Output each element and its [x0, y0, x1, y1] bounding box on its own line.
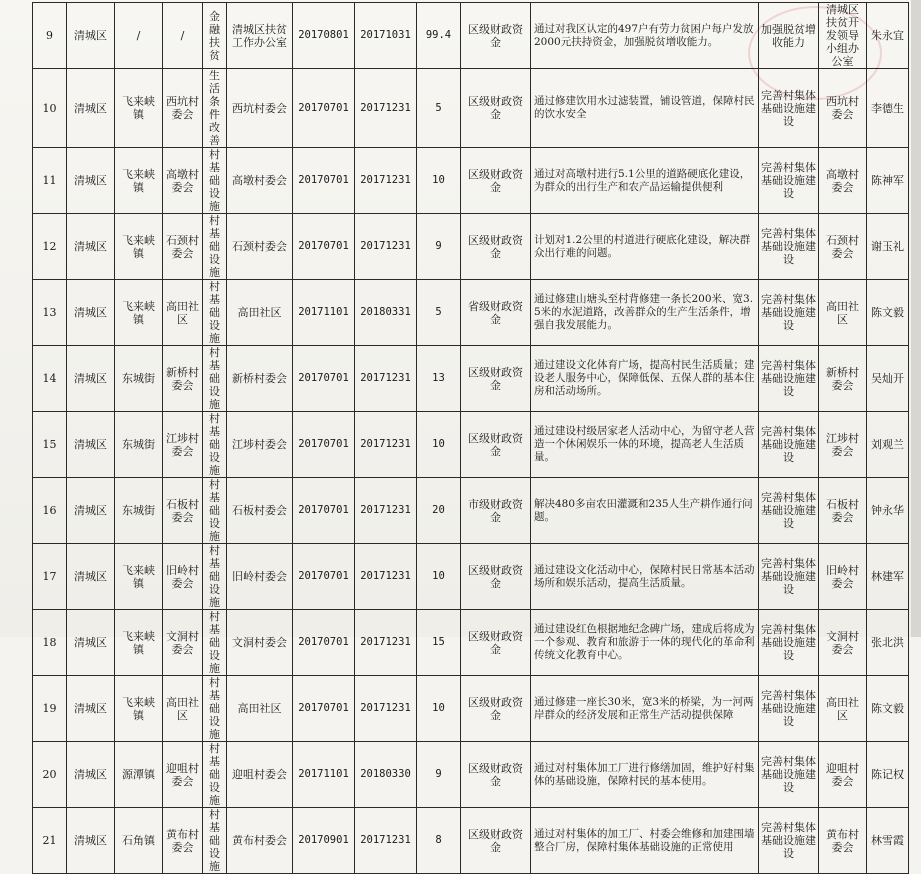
- cell-goal: 完善村集体基础设施建设: [759, 280, 819, 346]
- table-row: [33, 346, 909, 412]
- cell-contact: 吴灿开: [867, 346, 909, 412]
- cell-start-date: 20170901: [293, 808, 355, 874]
- cell-goal: 完善村集体基础设施建设: [759, 676, 819, 742]
- cell-description: 通过建设村级居家老人活动中心，为留守老人营造一个休闲娱乐一体的环境，提高老人生活质量。: [531, 412, 759, 478]
- cell-seq: 16: [33, 478, 67, 544]
- cell-seq: 19: [33, 676, 67, 742]
- cell-category: 金融扶贫: [203, 3, 227, 69]
- cell-amount: 10: [417, 148, 461, 214]
- cell-town: 石角镇: [115, 808, 163, 874]
- cell-town: 飞来峡镇: [115, 69, 163, 148]
- cell-unit: 清城区扶贫工作办公室: [227, 3, 293, 69]
- cell-contact: 钟永华: [867, 478, 909, 544]
- cell-town: 东城街: [115, 478, 163, 544]
- cell-goal: 完善村集体基础设施建设: [759, 412, 819, 478]
- table-row: [33, 214, 909, 280]
- cell-village: 黄布村委会: [163, 808, 203, 874]
- cell-responsible-org: 石颈村委会: [819, 214, 867, 280]
- cell-amount: 13: [417, 346, 461, 412]
- cell-description: 通过对村集体加工厂进行修缮加固，维护好村集体的基础设施，保障村民的基本使用。: [531, 742, 759, 808]
- table-row: [33, 544, 909, 610]
- table-row: [33, 676, 909, 742]
- cell-category: 村基础设施: [203, 214, 227, 280]
- cell-fund-source: 区级财政资金: [461, 412, 531, 478]
- cell-category: 村基础设施: [203, 610, 227, 676]
- cell-town: 东城街: [115, 412, 163, 478]
- cell-district: 清城区: [67, 676, 115, 742]
- cell-end-date: 20171231: [355, 610, 417, 676]
- cell-end-date: 20171231: [355, 214, 417, 280]
- cell-description: 通过建设红色根据地纪念碑广场，建成后将成为一个参观、教育和旅游于一体的现代化的革命利传统文化教育中心。: [531, 610, 759, 676]
- cell-village: 文洞村委会: [163, 610, 203, 676]
- cell-district: 清城区: [67, 412, 115, 478]
- cell-fund-source: 区级财政资金: [461, 148, 531, 214]
- cell-category: 村基础设施: [203, 148, 227, 214]
- cell-district: 清城区: [67, 280, 115, 346]
- cell-responsible-org: 旧岭村委会: [819, 544, 867, 610]
- cell-contact: 刘观兰: [867, 412, 909, 478]
- cell-fund-source: 区级财政资金: [461, 742, 531, 808]
- cell-unit: 高田社区: [227, 676, 293, 742]
- cell-start-date: 20170701: [293, 478, 355, 544]
- cell-description: 通过修建山塘头至村背修建一条长200米、宽3.5米的水泥道路，改善群众的生产生活条件，增强自我发展能力。: [531, 280, 759, 346]
- cell-responsible-org: 高墩村委会: [819, 148, 867, 214]
- cell-village: /: [163, 3, 203, 69]
- cell-village: 江埗村委会: [163, 412, 203, 478]
- cell-district: 清城区: [67, 742, 115, 808]
- cell-category: 村基础设施: [203, 280, 227, 346]
- table-row: [33, 3, 909, 69]
- cell-end-date: 20171231: [355, 478, 417, 544]
- cell-contact: 陈文毅: [867, 280, 909, 346]
- table-row: [33, 478, 909, 544]
- cell-description: 通过建设文化体育广场，提高村民生活质量；建设老人服务中心，保障低保、五保人群的基本住房和活动场所。: [531, 346, 759, 412]
- cell-contact: 张北洪: [867, 610, 909, 676]
- cell-amount: 20: [417, 478, 461, 544]
- cell-district: 清城区: [67, 808, 115, 874]
- cell-description: 通过修建一座长30米，宽3米的桥梁，为一河两岸群众的经济发展和正常生产活动提供保障: [531, 676, 759, 742]
- cell-town: 飞来峡镇: [115, 214, 163, 280]
- cell-category: 村基础设施: [203, 412, 227, 478]
- cell-start-date: 20170701: [293, 148, 355, 214]
- cell-contact: 陈神军: [867, 148, 909, 214]
- project-table: [32, 2, 909, 874]
- cell-amount: 10: [417, 676, 461, 742]
- cell-category: 村基础设施: [203, 742, 227, 808]
- cell-start-date: 20171101: [293, 742, 355, 808]
- cell-village: 石颈村委会: [163, 214, 203, 280]
- cell-contact: 朱永宜: [867, 3, 909, 69]
- cell-unit: 新桥村委会: [227, 346, 293, 412]
- cell-town: /: [115, 3, 163, 69]
- cell-seq: 17: [33, 544, 67, 610]
- cell-end-date: 20171231: [355, 69, 417, 148]
- cell-seq: 21: [33, 808, 67, 874]
- cell-unit: 黄布村委会: [227, 808, 293, 874]
- cell-fund-source: 区级财政资金: [461, 214, 531, 280]
- cell-end-date: 20171231: [355, 676, 417, 742]
- cell-start-date: 20170701: [293, 214, 355, 280]
- cell-fund-source: 区级财政资金: [461, 3, 531, 69]
- table-row: [33, 808, 909, 874]
- page-edge: [911, 0, 921, 637]
- cell-contact: 陈文毅: [867, 676, 909, 742]
- cell-responsible-org: 西坑村委会: [819, 69, 867, 148]
- cell-description: 通过修建饮用水过滤装置，铺设管道，保障村民的饮水安全: [531, 69, 759, 148]
- cell-unit: 旧岭村委会: [227, 544, 293, 610]
- cell-description: 通过对村集体的加工厂、村委会维修和加建围墙整合厂房，保障村集体基础设施的正常使用: [531, 808, 759, 874]
- cell-town: 飞来峡镇: [115, 676, 163, 742]
- cell-responsible-org: 石板村委会: [819, 478, 867, 544]
- cell-seq: 14: [33, 346, 67, 412]
- cell-responsible-org: 高田社区: [819, 676, 867, 742]
- cell-fund-source: 区级财政资金: [461, 544, 531, 610]
- cell-amount: 99.4: [417, 3, 461, 69]
- cell-goal: 完善村集体基础设施建设: [759, 214, 819, 280]
- cell-start-date: 20170701: [293, 610, 355, 676]
- table-row: [33, 742, 909, 808]
- table-row: [33, 148, 909, 214]
- cell-district: 清城区: [67, 610, 115, 676]
- cell-unit: 石板村委会: [227, 478, 293, 544]
- cell-goal: 完善村集体基础设施建设: [759, 544, 819, 610]
- cell-amount: 10: [417, 544, 461, 610]
- cell-district: 清城区: [67, 346, 115, 412]
- cell-district: 清城区: [67, 544, 115, 610]
- cell-village: 迎咀村委会: [163, 742, 203, 808]
- cell-district: 清城区: [67, 69, 115, 148]
- table-row: [33, 280, 909, 346]
- cell-category: 村基础设施: [203, 676, 227, 742]
- cell-start-date: 20170701: [293, 69, 355, 148]
- cell-contact: 林雪霞: [867, 808, 909, 874]
- cell-start-date: 20170701: [293, 544, 355, 610]
- cell-town: 飞来峡镇: [115, 610, 163, 676]
- cell-amount: 15: [417, 610, 461, 676]
- cell-seq: 20: [33, 742, 67, 808]
- cell-unit: 石颈村委会: [227, 214, 293, 280]
- cell-town: 东城街: [115, 346, 163, 412]
- cell-responsible-org: 新桥村委会: [819, 346, 867, 412]
- cell-village: 旧岭村委会: [163, 544, 203, 610]
- cell-seq: 13: [33, 280, 67, 346]
- cell-end-date: 20180331: [355, 280, 417, 346]
- cell-amount: 10: [417, 412, 461, 478]
- cell-start-date: 20170701: [293, 346, 355, 412]
- cell-responsible-org: 文洞村委会: [819, 610, 867, 676]
- cell-unit: 迎咀村委会: [227, 742, 293, 808]
- cell-unit: 高墩村委会: [227, 148, 293, 214]
- cell-unit: 文洞村委会: [227, 610, 293, 676]
- cell-responsible-org: 迎咀村委会: [819, 742, 867, 808]
- cell-description: 解决480多亩农田灌溉和235人生产耕作通行问题。: [531, 478, 759, 544]
- cell-description: 计划对1.2公里的村道进行硬底化建设，解决群众出行难的问题。: [531, 214, 759, 280]
- cell-goal: 加强脱贫增收能力: [759, 3, 819, 69]
- cell-seq: 9: [33, 3, 67, 69]
- cell-village: 石板村委会: [163, 478, 203, 544]
- cell-seq: 10: [33, 69, 67, 148]
- cell-amount: 5: [417, 69, 461, 148]
- cell-category: 村基础设施: [203, 544, 227, 610]
- cell-fund-source: 省级财政资金: [461, 280, 531, 346]
- cell-village: 高墩村委会: [163, 148, 203, 214]
- cell-contact: 李德生: [867, 69, 909, 148]
- cell-responsible-org: 江埗村委会: [819, 412, 867, 478]
- cell-unit: 江埗村委会: [227, 412, 293, 478]
- cell-goal: 完善村集体基础设施建设: [759, 69, 819, 148]
- cell-fund-source: 区级财政资金: [461, 808, 531, 874]
- cell-seq: 11: [33, 148, 67, 214]
- cell-district: 清城区: [67, 214, 115, 280]
- cell-seq: 18: [33, 610, 67, 676]
- cell-goal: 完善村集体基础设施建设: [759, 478, 819, 544]
- cell-end-date: 20180330: [355, 742, 417, 808]
- cell-end-date: 20171231: [355, 346, 417, 412]
- cell-contact: 陈记权: [867, 742, 909, 808]
- cell-description: 通过对我区认定的497户有劳力贫困户每户发放2000元扶持资金，加强脱贫增收能力。: [531, 3, 759, 69]
- cell-fund-source: 市级财政资金: [461, 478, 531, 544]
- cell-category: 生活条件改善: [203, 69, 227, 148]
- cell-start-date: 20170701: [293, 676, 355, 742]
- cell-district: 清城区: [67, 3, 115, 69]
- cell-end-date: 20171231: [355, 544, 417, 610]
- cell-village: 高田社区: [163, 280, 203, 346]
- cell-category: 村基础设施: [203, 808, 227, 874]
- cell-amount: 8: [417, 808, 461, 874]
- cell-town: 飞来峡镇: [115, 148, 163, 214]
- table-row: [33, 69, 909, 148]
- cell-district: 清城区: [67, 478, 115, 544]
- cell-seq: 12: [33, 214, 67, 280]
- cell-village: 高田社区: [163, 676, 203, 742]
- cell-responsible-org: 清城区扶贫开发领导小组办公室: [819, 3, 867, 69]
- cell-amount: 9: [417, 742, 461, 808]
- cell-fund-source: 区级财政资金: [461, 346, 531, 412]
- cell-end-date: 20171231: [355, 148, 417, 214]
- cell-fund-source: 区级财政资金: [461, 610, 531, 676]
- cell-unit: 高田社区: [227, 280, 293, 346]
- table-row: [33, 412, 909, 478]
- cell-start-date: 20170701: [293, 412, 355, 478]
- cell-responsible-org: 黄布村委会: [819, 808, 867, 874]
- cell-end-date: 20171231: [355, 412, 417, 478]
- cell-responsible-org: 高田社区: [819, 280, 867, 346]
- cell-village: 西坑村委会: [163, 69, 203, 148]
- cell-start-date: 20171101: [293, 280, 355, 346]
- table-row: [33, 610, 909, 676]
- cell-description: 通过对高墩村进行5.1公里的道路硬底化建设，为群众的出行生产和农产品运输提供便利: [531, 148, 759, 214]
- cell-unit: 西坑村委会: [227, 69, 293, 148]
- cell-town: 源潭镇: [115, 742, 163, 808]
- cell-goal: 完善村集体基础设施建设: [759, 808, 819, 874]
- cell-end-date: 20171231: [355, 808, 417, 874]
- cell-contact: 谢玉礼: [867, 214, 909, 280]
- cell-category: 村基础设施: [203, 346, 227, 412]
- cell-category: 村基础设施: [203, 478, 227, 544]
- cell-description: 通过建设文化活动中心，保障村民日常基本活动场所和娱乐活动，提高生活质量。: [531, 544, 759, 610]
- cell-contact: 林建军: [867, 544, 909, 610]
- cell-town: 飞来峡镇: [115, 544, 163, 610]
- cell-seq: 15: [33, 412, 67, 478]
- cell-fund-source: 区级财政资金: [461, 676, 531, 742]
- cell-goal: 完善村集体基础设施建设: [759, 742, 819, 808]
- cell-goal: 完善村集体基础设施建设: [759, 148, 819, 214]
- cell-fund-source: 区级财政资金: [461, 69, 531, 148]
- cell-amount: 9: [417, 214, 461, 280]
- cell-village: 新桥村委会: [163, 346, 203, 412]
- cell-town: 飞来峡镇: [115, 280, 163, 346]
- cell-goal: 完善村集体基础设施建设: [759, 610, 819, 676]
- cell-district: 清城区: [67, 148, 115, 214]
- cell-end-date: 20171031: [355, 3, 417, 69]
- cell-amount: 5: [417, 280, 461, 346]
- cell-goal: 完善村集体基础设施建设: [759, 346, 819, 412]
- cell-start-date: 20170801: [293, 3, 355, 69]
